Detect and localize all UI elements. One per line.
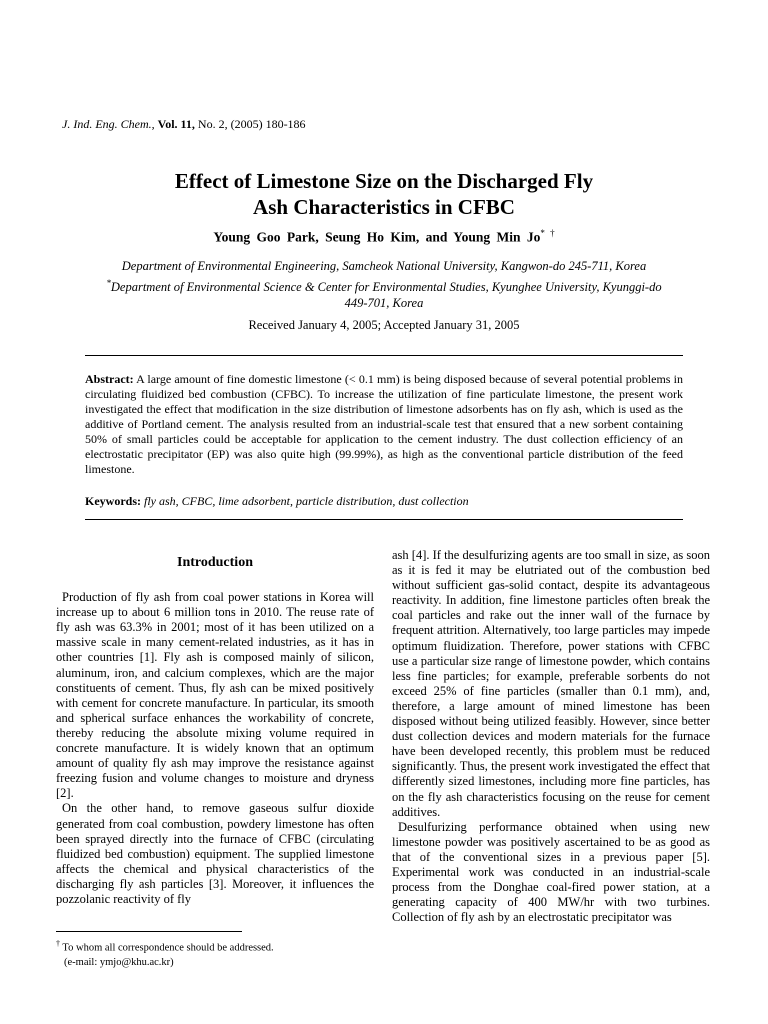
journal-citation — [62, 117, 306, 132]
abstract-label: Abstract: — [85, 372, 134, 386]
title-line-2: Ash Characteristics in CFBC — [253, 195, 515, 219]
abstract-top-rule — [85, 355, 683, 356]
footnote-rule — [56, 931, 242, 932]
affiliation-2: *Department of Environmental Science & Center for Environmental Studies, Kyunghee University, Kyunggi-do — [106, 277, 662, 294]
affiliation-1: Department of Environmental Engineering, Samcheok National University, Kangwon-do 245-711, Korea — [121, 259, 647, 273]
keywords-text: fly ash, CFBC, lime adsorbent, particle distribution, dust collection — [141, 494, 469, 508]
keywords-label: Keywords: — [85, 494, 141, 508]
footnote-mark: † — [56, 939, 60, 948]
footnote-line-2: (e-mail: ymjo@khu.ac.kr) — [64, 956, 174, 968]
abstract-text: A large amount of fine domestic limestone (< 0.1 mm) is being disposed because of several potential problems in circulating fluidized bed combustion (CFBC). To increase the utilization of fine particulate limestone, the present work investigated the effect that modification in the size distribution of limestone adsorbents has on fly ash, which is used as the additive of Portland cement. The analysis resulted from an industrial-scale test that ensured that a new sorbent containing 50% of small particles could be acceptable for application to the cement industry. The dust collection efficiency of an electrostatic precipitator (EP) was also quite high (99.99%), as high as the conventional particle distribution of the feed limestone. — [85, 372, 683, 476]
section-heading-introduction: Introduction — [177, 555, 253, 570]
left-column — [56, 548, 374, 907]
journal-volume: Vol. 11, — [157, 117, 195, 131]
paper-title — [84, 168, 684, 220]
intro-paragraph-2: On the other hand, to remove gaseous sulfur dioxide generated from coal combustion, powdery limestone has often been sprayed directly into the furnace of CFBC (circulating fluidized bed combustion) equipment. The supplied limestone affects the chemical and physical characteristics of the discharging fly ash particles [3]. Moreover, it influences the pozzolanic reactivity of fly — [56, 801, 374, 906]
received-dates: Received January 4, 2005; Accepted January 31, 2005 — [248, 318, 520, 332]
author-names: Young Goo Park, Seung Ho Kim, and Young Min Jo — [213, 229, 541, 245]
keywords — [85, 494, 683, 509]
right-column — [392, 548, 710, 925]
right-paragraph-2: Desulfurizing performance obtained when using new limestone powder was positively ascertained to be as good as that of the conventional sizes in a previous paper [5]. Experimental work was conducted in an industrial-scale process from the Donghae coal-fired power station, at a generating capacity of 400 MW/hr with two turbines. Collection of fly ash by an electrostatic precipitator was — [392, 819, 710, 925]
affiliations — [60, 258, 708, 312]
intro-paragraph-1: Production of fly ash from coal power stations in Korea will increase up to about 6 million tons in 2010. The reuse rate of fly ash was 63.3% in 2001; most of it has been utilized on a massive scale in many cement-related industries, as it has in other countries [1]. Fly ash is composed mainly of silicon, aluminum, iron, and calcium complexes, which are the major constituents of cement. Thus, fly ash can be mixed positively with cement for concrete manufacture. In particular, its smooth and spherical surface enhances the workability of concrete, thereby reducing the absolute mixing volume required in concrete manufacture. It is widely known that an optimum amount of quality fly ash may improve the resistance against freezing fusion and volume changes to moisture and dryness [2]. — [56, 590, 374, 801]
abstract — [85, 372, 683, 477]
footnote — [56, 937, 274, 970]
footnote-line-1: † To whom all correspondence should be addressed. — [56, 939, 274, 954]
journal-name: J. Ind. Eng. Chem., — [62, 117, 155, 131]
author-list — [84, 228, 684, 246]
right-paragraph-1: ash [4]. If the desulfurizing agents are too small in size, as soon as it is fed it may be elutriated out of the combustion bed without sufficient gas-solid contact, despite its advantageous reactivity. In addition, fine limestone particles often break the coal particles and rake out the inner wall of the furnace by frequent attrition. Alternatively, too large particles may impede optimum fluidization. Therefore, power stations with CFBC use a particular size range of limestone powder, which contains less fine particles; for example, preferable sorbents do not exceed 25% of fine particles (smaller than 0.1 mm), and, therefore, a large amount of mined limestone has been disposed without being utilized feasibly. However, since better dust collection devices and modern materials for the furnace have been developed recently, this problem must be reduced significantly. Thus, the present work investigated the effect that differently sized limestones, including more fine particles, has on the fly ash characteristics focusing on the reuse for cement additives. — [392, 548, 710, 819]
author-marks: * † — [540, 228, 555, 238]
journal-issue: No. 2, (2005) 180-186 — [194, 117, 306, 131]
affiliation-mark: * — [106, 277, 111, 288]
abstract-bottom-rule — [85, 519, 683, 520]
title-line-1: Effect of Limestone Size on the Discharged Fly — [174, 169, 594, 193]
affiliation-2-cont: 449-701, Korea — [344, 296, 424, 311]
